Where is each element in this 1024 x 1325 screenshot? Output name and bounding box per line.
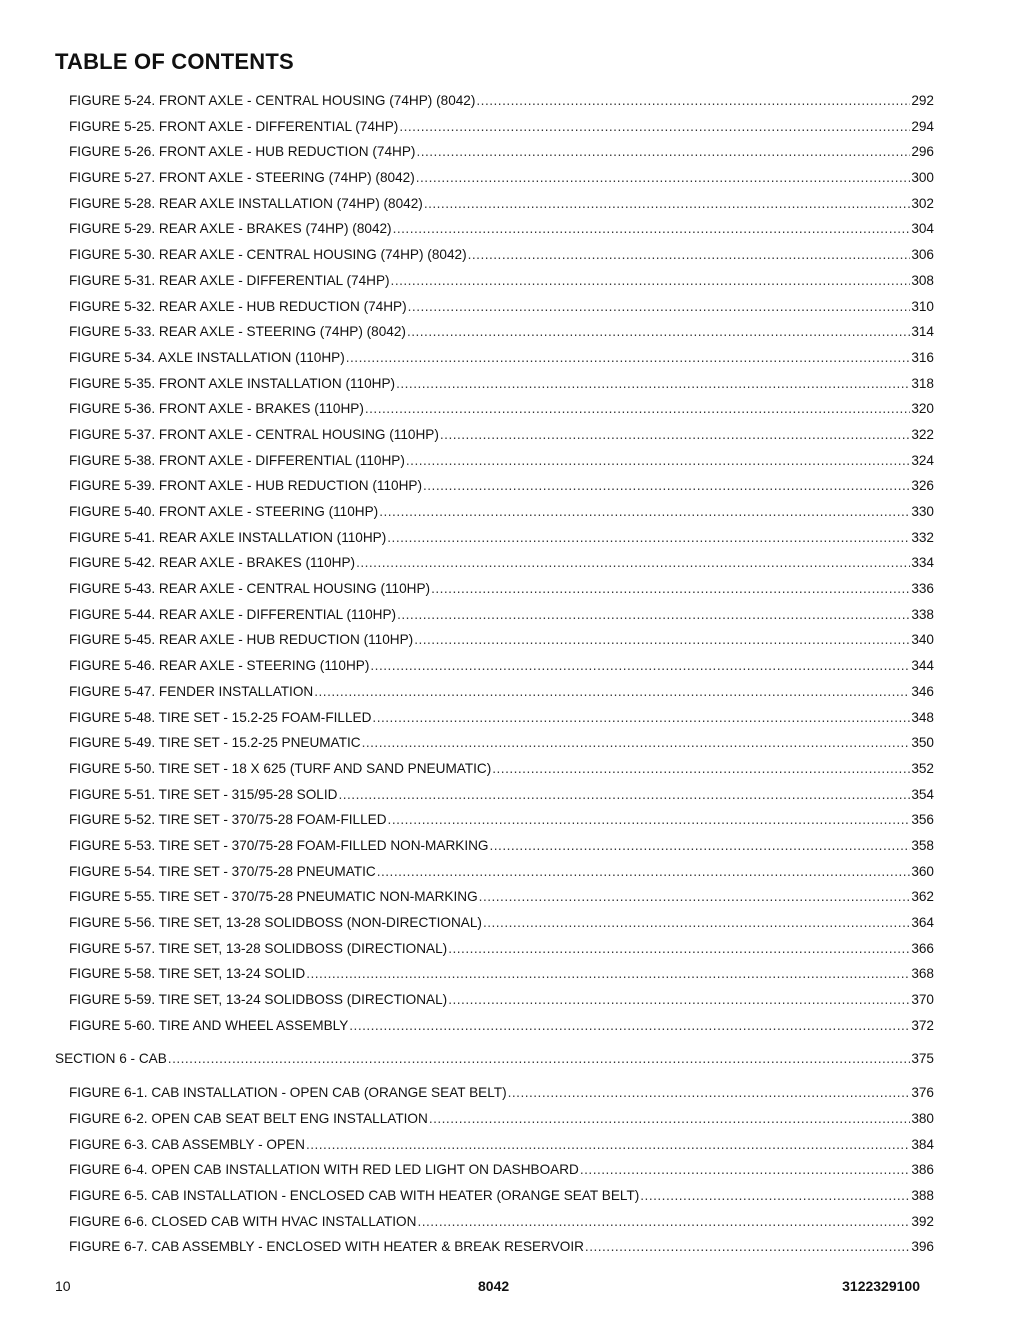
toc-entry-page: 370: [911, 992, 934, 1008]
dot-leader: [429, 1106, 911, 1132]
toc-figure-entry[interactable]: [0, 705, 1024, 731]
dot-leader: [492, 756, 910, 782]
toc-figure-entry[interactable]: [0, 1157, 1024, 1183]
toc-entry-page: 360: [911, 863, 934, 879]
toc-entry-page: 350: [911, 735, 934, 751]
toc-figure-entry[interactable]: [0, 756, 1024, 782]
toc-figure-entry[interactable]: [0, 550, 1024, 576]
toc-entry-page: 300: [911, 170, 934, 186]
dot-leader: [468, 242, 911, 268]
dot-leader: [168, 1046, 911, 1072]
toc-figure-entry[interactable]: [0, 396, 1024, 422]
toc-entry-label: FIGURE 5-52. TIRE SET - 370/75-28 FOAM-FILLED: [69, 812, 387, 828]
toc-figure-entry[interactable]: [0, 242, 1024, 268]
toc-entry-label: FIGURE 5-47. FENDER INSTALLATION: [69, 683, 314, 699]
toc-entry-page: 364: [911, 915, 934, 930]
dot-leader: [377, 859, 911, 885]
toc-entry-page: 326: [911, 478, 934, 494]
toc-entry-label: FIGURE 5-27. FRONT AXLE - STEERING (74HP) (8042): [69, 170, 415, 186]
footer-page-number: 10: [55, 1278, 71, 1294]
toc-entry-label: FIGURE 6-7. CAB ASSEMBLY - ENCLOSED WITH HEATER & BREAK RESERVOIR: [69, 1239, 584, 1255]
toc-entry-page: 376: [911, 1085, 934, 1101]
toc-entry-page: 314: [911, 324, 934, 340]
toc-entry-label: FIGURE 5-26. FRONT AXLE - HUB REDUCTION (74HP): [69, 144, 416, 160]
toc-figure-entry[interactable]: [0, 473, 1024, 499]
toc-figure-entry[interactable]: [0, 782, 1024, 808]
toc-figure-entry[interactable]: [0, 1183, 1024, 1209]
dot-leader: [483, 910, 910, 936]
dot-leader: [393, 216, 911, 242]
toc-entry-label: FIGURE 5-55. TIRE SET - 370/75-28 PNEUMATIC NON-MARKING: [69, 889, 478, 905]
toc-entry-page: 380: [911, 1110, 934, 1126]
dot-leader: [306, 1132, 910, 1158]
toc-entry-label: FIGURE 6-2. OPEN CAB SEAT BELT ENG INSTALLATION: [69, 1110, 428, 1126]
toc-entry-page: 336: [911, 581, 934, 597]
toc-entry-page: 340: [911, 632, 934, 648]
toc-entry-page: 392: [911, 1213, 934, 1229]
page-title: TABLE OF CONTENTS: [55, 49, 294, 74]
toc-entry-label: FIGURE 5-42. REAR AXLE - BRAKES (110HP): [69, 555, 356, 571]
toc-entry-label: FIGURE 5-32. REAR AXLE - HUB REDUCTION (74HP): [69, 298, 407, 314]
toc-figure-entry[interactable]: [0, 268, 1024, 294]
table-of-contents: [0, 88, 1024, 1260]
toc-figure-entry[interactable]: [0, 1209, 1024, 1235]
toc-entry-page: 388: [911, 1187, 934, 1203]
toc-entry-label: FIGURE 5-44. REAR AXLE - DIFFERENTIAL (110HP): [69, 606, 397, 622]
dot-leader: [490, 833, 911, 859]
toc-figure-entry[interactable]: [0, 884, 1024, 910]
footer-part-number: 3122329100: [842, 1278, 920, 1294]
dot-leader: [431, 576, 910, 602]
toc-figure-entry[interactable]: [0, 319, 1024, 345]
dot-leader: [640, 1183, 910, 1209]
dot-leader: [396, 371, 910, 397]
toc-entry-label: FIGURE 6-1. CAB INSTALLATION - OPEN CAB (ORANGE SEAT BELT): [69, 1085, 507, 1101]
dot-leader: [440, 422, 910, 448]
toc-entry-label: FIGURE 5-28. REAR AXLE INSTALLATION (74HP) (8042): [69, 195, 423, 211]
toc-entry-label: FIGURE 6-3. CAB ASSEMBLY - OPEN: [69, 1136, 305, 1152]
toc-entry-label: FIGURE 5-30. REAR AXLE - CENTRAL HOUSING (74HP) (8042): [69, 247, 467, 263]
toc-entry-page: 324: [911, 452, 934, 468]
toc-entry-label: FIGURE 5-46. REAR AXLE - STEERING (110HP): [69, 658, 370, 674]
toc-figure-entry[interactable]: [0, 294, 1024, 320]
toc-figure-entry[interactable]: [0, 627, 1024, 653]
dot-leader: [346, 345, 911, 371]
dot-leader: [417, 1209, 910, 1235]
toc-entry-label: FIGURE 5-36. FRONT AXLE - BRAKES (110HP): [69, 401, 364, 417]
dot-leader: [448, 936, 910, 962]
toc-entry-page: 306: [911, 247, 934, 263]
toc-figure-entry[interactable]: [0, 165, 1024, 191]
toc-entry-page: 354: [911, 786, 934, 802]
toc-entry-page: 302: [911, 195, 934, 211]
dot-leader: [365, 396, 910, 422]
toc-entry-label: FIGURE 6-4. OPEN CAB INSTALLATION WITH RED LED LIGHT ON DASHBOARD: [69, 1162, 579, 1178]
toc-figure-entry[interactable]: [0, 139, 1024, 165]
toc-entry-page: 346: [911, 683, 934, 699]
toc-figure-entry[interactable]: [0, 88, 1024, 114]
dot-leader: [423, 473, 910, 499]
toc-figure-entry[interactable]: [0, 448, 1024, 474]
toc-entry-page: 296: [911, 144, 934, 160]
dot-leader: [356, 550, 910, 576]
toc-entry-label: FIGURE 5-50. TIRE SET - 18 X 625 (TURF AND SAND PNEUMATIC): [69, 760, 492, 776]
toc-entry-page: 366: [911, 940, 934, 956]
dot-leader: [406, 448, 910, 474]
dot-leader: [580, 1157, 910, 1183]
dot-leader: [414, 627, 910, 653]
toc-entry-label: FIGURE 5-39. FRONT AXLE - HUB REDUCTION (110HP): [69, 478, 422, 494]
toc-entry-label: FIGURE 5-34. AXLE INSTALLATION (110HP): [69, 349, 345, 365]
toc-entry-label: FIGURE 5-33. REAR AXLE - STEERING (74HP) (8042): [69, 324, 406, 340]
toc-figure-entry[interactable]: [0, 499, 1024, 525]
toc-entry-page: 386: [911, 1162, 934, 1178]
dot-leader: [508, 1080, 911, 1106]
toc-entry-label: FIGURE 5-25. FRONT AXLE - DIFFERENTIAL (74HP): [69, 118, 399, 134]
toc-figure-entry[interactable]: [0, 987, 1024, 1013]
dot-leader: [314, 679, 910, 705]
dot-leader: [391, 268, 911, 294]
toc-figure-entry[interactable]: [0, 730, 1024, 756]
dot-leader: [349, 1013, 910, 1039]
dot-leader: [479, 884, 911, 910]
toc-figure-entry[interactable]: [0, 807, 1024, 833]
toc-entry-label: FIGURE 5-40. FRONT AXLE - STEERING (110HP): [69, 504, 379, 519]
toc-entry-page: 318: [911, 375, 934, 391]
toc-entry-label: FIGURE 5-35. FRONT AXLE INSTALLATION (110HP): [69, 375, 396, 391]
dot-leader: [362, 730, 911, 756]
dot-leader: [338, 782, 910, 808]
dot-leader: [476, 88, 910, 114]
toc-figure-entry[interactable]: [0, 936, 1024, 962]
toc-entry-label: FIGURE 5-24. FRONT AXLE - CENTRAL HOUSING (74HP) (8042): [69, 93, 476, 108]
toc-entry-page: 356: [911, 812, 934, 828]
toc-entry-page: 384: [911, 1136, 934, 1152]
toc-entry-label: FIGURE 5-38. FRONT AXLE - DIFFERENTIAL (110HP): [69, 452, 405, 468]
toc-entry-label: FIGURE 5-59. TIRE SET, 13-24 SOLIDBOSS (DIRECTIONAL): [69, 992, 448, 1008]
toc-entry-label: FIGURE 5-51. TIRE SET - 315/95-28 SOLID: [69, 786, 338, 802]
toc-entry-page: 344: [911, 658, 934, 674]
toc-figure-entry[interactable]: [0, 114, 1024, 140]
toc-figure-entry[interactable]: [0, 216, 1024, 242]
toc-entry-label: FIGURE 5-41. REAR AXLE INSTALLATION (110HP): [69, 529, 387, 545]
toc-entry-page: 352: [911, 760, 934, 776]
toc-entry-page: 375: [911, 1051, 934, 1067]
dot-leader: [388, 807, 911, 833]
toc-entry-page: 334: [911, 555, 934, 571]
toc-figure-entry[interactable]: [0, 859, 1024, 885]
dot-leader: [585, 1234, 910, 1260]
dot-leader: [416, 165, 911, 191]
toc-entry-page: 320: [911, 401, 934, 417]
toc-entry-label: FIGURE 5-31. REAR AXLE - DIFFERENTIAL (74HP): [69, 272, 390, 288]
dot-leader: [399, 114, 910, 140]
dot-leader: [424, 191, 911, 217]
toc-entry-label: FIGURE 5-53. TIRE SET - 370/75-28 FOAM-FILLED NON-MARKING: [69, 837, 489, 853]
toc-entry-label: FIGURE 5-56. TIRE SET, 13-28 SOLIDBOSS (NON-DIRECTIONAL): [69, 915, 482, 930]
toc-entry-label: FIGURE 5-29. REAR AXLE - BRAKES (74HP) (8042): [69, 221, 392, 237]
toc-entry-label: FIGURE 5-54. TIRE SET - 370/75-28 PNEUMATIC: [69, 863, 376, 879]
toc-figure-entry[interactable]: [0, 525, 1024, 551]
toc-section-entry[interactable]: [0, 1046, 1024, 1072]
dot-leader: [397, 602, 910, 628]
footer-model: 8042: [478, 1278, 510, 1294]
toc-entry-page: 308: [911, 272, 934, 288]
toc-figure-entry[interactable]: [0, 833, 1024, 859]
toc-figure-entry[interactable]: [0, 602, 1024, 628]
toc-entry-label: FIGURE 5-45. REAR AXLE - HUB REDUCTION (110HP): [69, 632, 414, 648]
dot-leader: [387, 525, 910, 551]
toc-entry-page: 304: [911, 221, 934, 237]
toc-figure-entry[interactable]: [0, 910, 1024, 936]
toc-figure-entry[interactable]: [0, 345, 1024, 371]
dot-leader: [416, 139, 910, 165]
toc-figure-entry[interactable]: [0, 1234, 1024, 1260]
dot-leader: [407, 319, 910, 345]
toc-figure-entry[interactable]: [0, 961, 1024, 987]
toc-entry-page: 316: [911, 349, 934, 365]
toc-entry-page: 294: [911, 118, 934, 134]
toc-entry-label: FIGURE 5-43. REAR AXLE - CENTRAL HOUSING (110HP): [69, 581, 431, 597]
toc-entry-page: 292: [911, 93, 934, 108]
toc-figure-entry[interactable]: [0, 191, 1024, 217]
toc-figure-entry[interactable]: [0, 576, 1024, 602]
toc-figure-entry[interactable]: [0, 371, 1024, 397]
toc-entry-label: FIGURE 5-58. TIRE SET, 13-24 SOLID: [69, 966, 306, 982]
toc-figure-entry[interactable]: [0, 679, 1024, 705]
toc-entry-page: 368: [911, 966, 934, 982]
toc-entry-page: 396: [911, 1239, 934, 1255]
toc-entry-page: 310: [911, 298, 934, 314]
toc-entry-label: FIGURE 5-60. TIRE AND WHEEL ASSEMBLY: [69, 1017, 349, 1033]
toc-entry-label: FIGURE 5-37. FRONT AXLE - CENTRAL HOUSING (110HP): [69, 426, 439, 442]
toc-entry-label: FIGURE 6-5. CAB INSTALLATION - ENCLOSED CAB WITH HEATER (ORANGE SEAT BELT): [69, 1187, 640, 1203]
toc-entry-label: FIGURE 5-49. TIRE SET - 15.2-25 PNEUMATIC: [69, 735, 361, 751]
toc-entry-page: 362: [911, 889, 934, 905]
toc-entry-page: 372: [911, 1017, 934, 1033]
dot-leader: [370, 653, 910, 679]
toc-figure-entry[interactable]: [0, 1080, 1024, 1106]
toc-entry-label: SECTION 6 - CAB: [55, 1051, 167, 1067]
toc-figure-entry[interactable]: [0, 1013, 1024, 1039]
dot-leader: [372, 705, 910, 731]
toc-entry-page: 332: [911, 529, 934, 545]
toc-entry-label: FIGURE 5-57. TIRE SET, 13-28 SOLIDBOSS (DIRECTIONAL): [69, 940, 448, 956]
toc-entry-label: FIGURE 5-48. TIRE SET - 15.2-25 FOAM-FILLED: [69, 709, 372, 725]
toc-entry-page: 322: [911, 426, 934, 442]
toc-entry-page: 330: [911, 504, 934, 519]
toc-figure-entry[interactable]: [0, 422, 1024, 448]
dot-leader: [448, 987, 910, 1013]
dot-leader: [306, 961, 910, 987]
toc-entry-page: 358: [911, 837, 934, 853]
toc-entry-page: 338: [911, 606, 934, 622]
toc-entry-label: FIGURE 6-6. CLOSED CAB WITH HVAC INSTALLATION: [69, 1213, 417, 1229]
dot-leader: [408, 294, 911, 320]
page-footer: [0, 1278, 1024, 1298]
toc-entry-page: 348: [911, 709, 934, 725]
toc-figure-entry[interactable]: [0, 1132, 1024, 1158]
toc-figure-entry[interactable]: [0, 1106, 1024, 1132]
dot-leader: [379, 499, 910, 525]
toc-figure-entry[interactable]: [0, 653, 1024, 679]
